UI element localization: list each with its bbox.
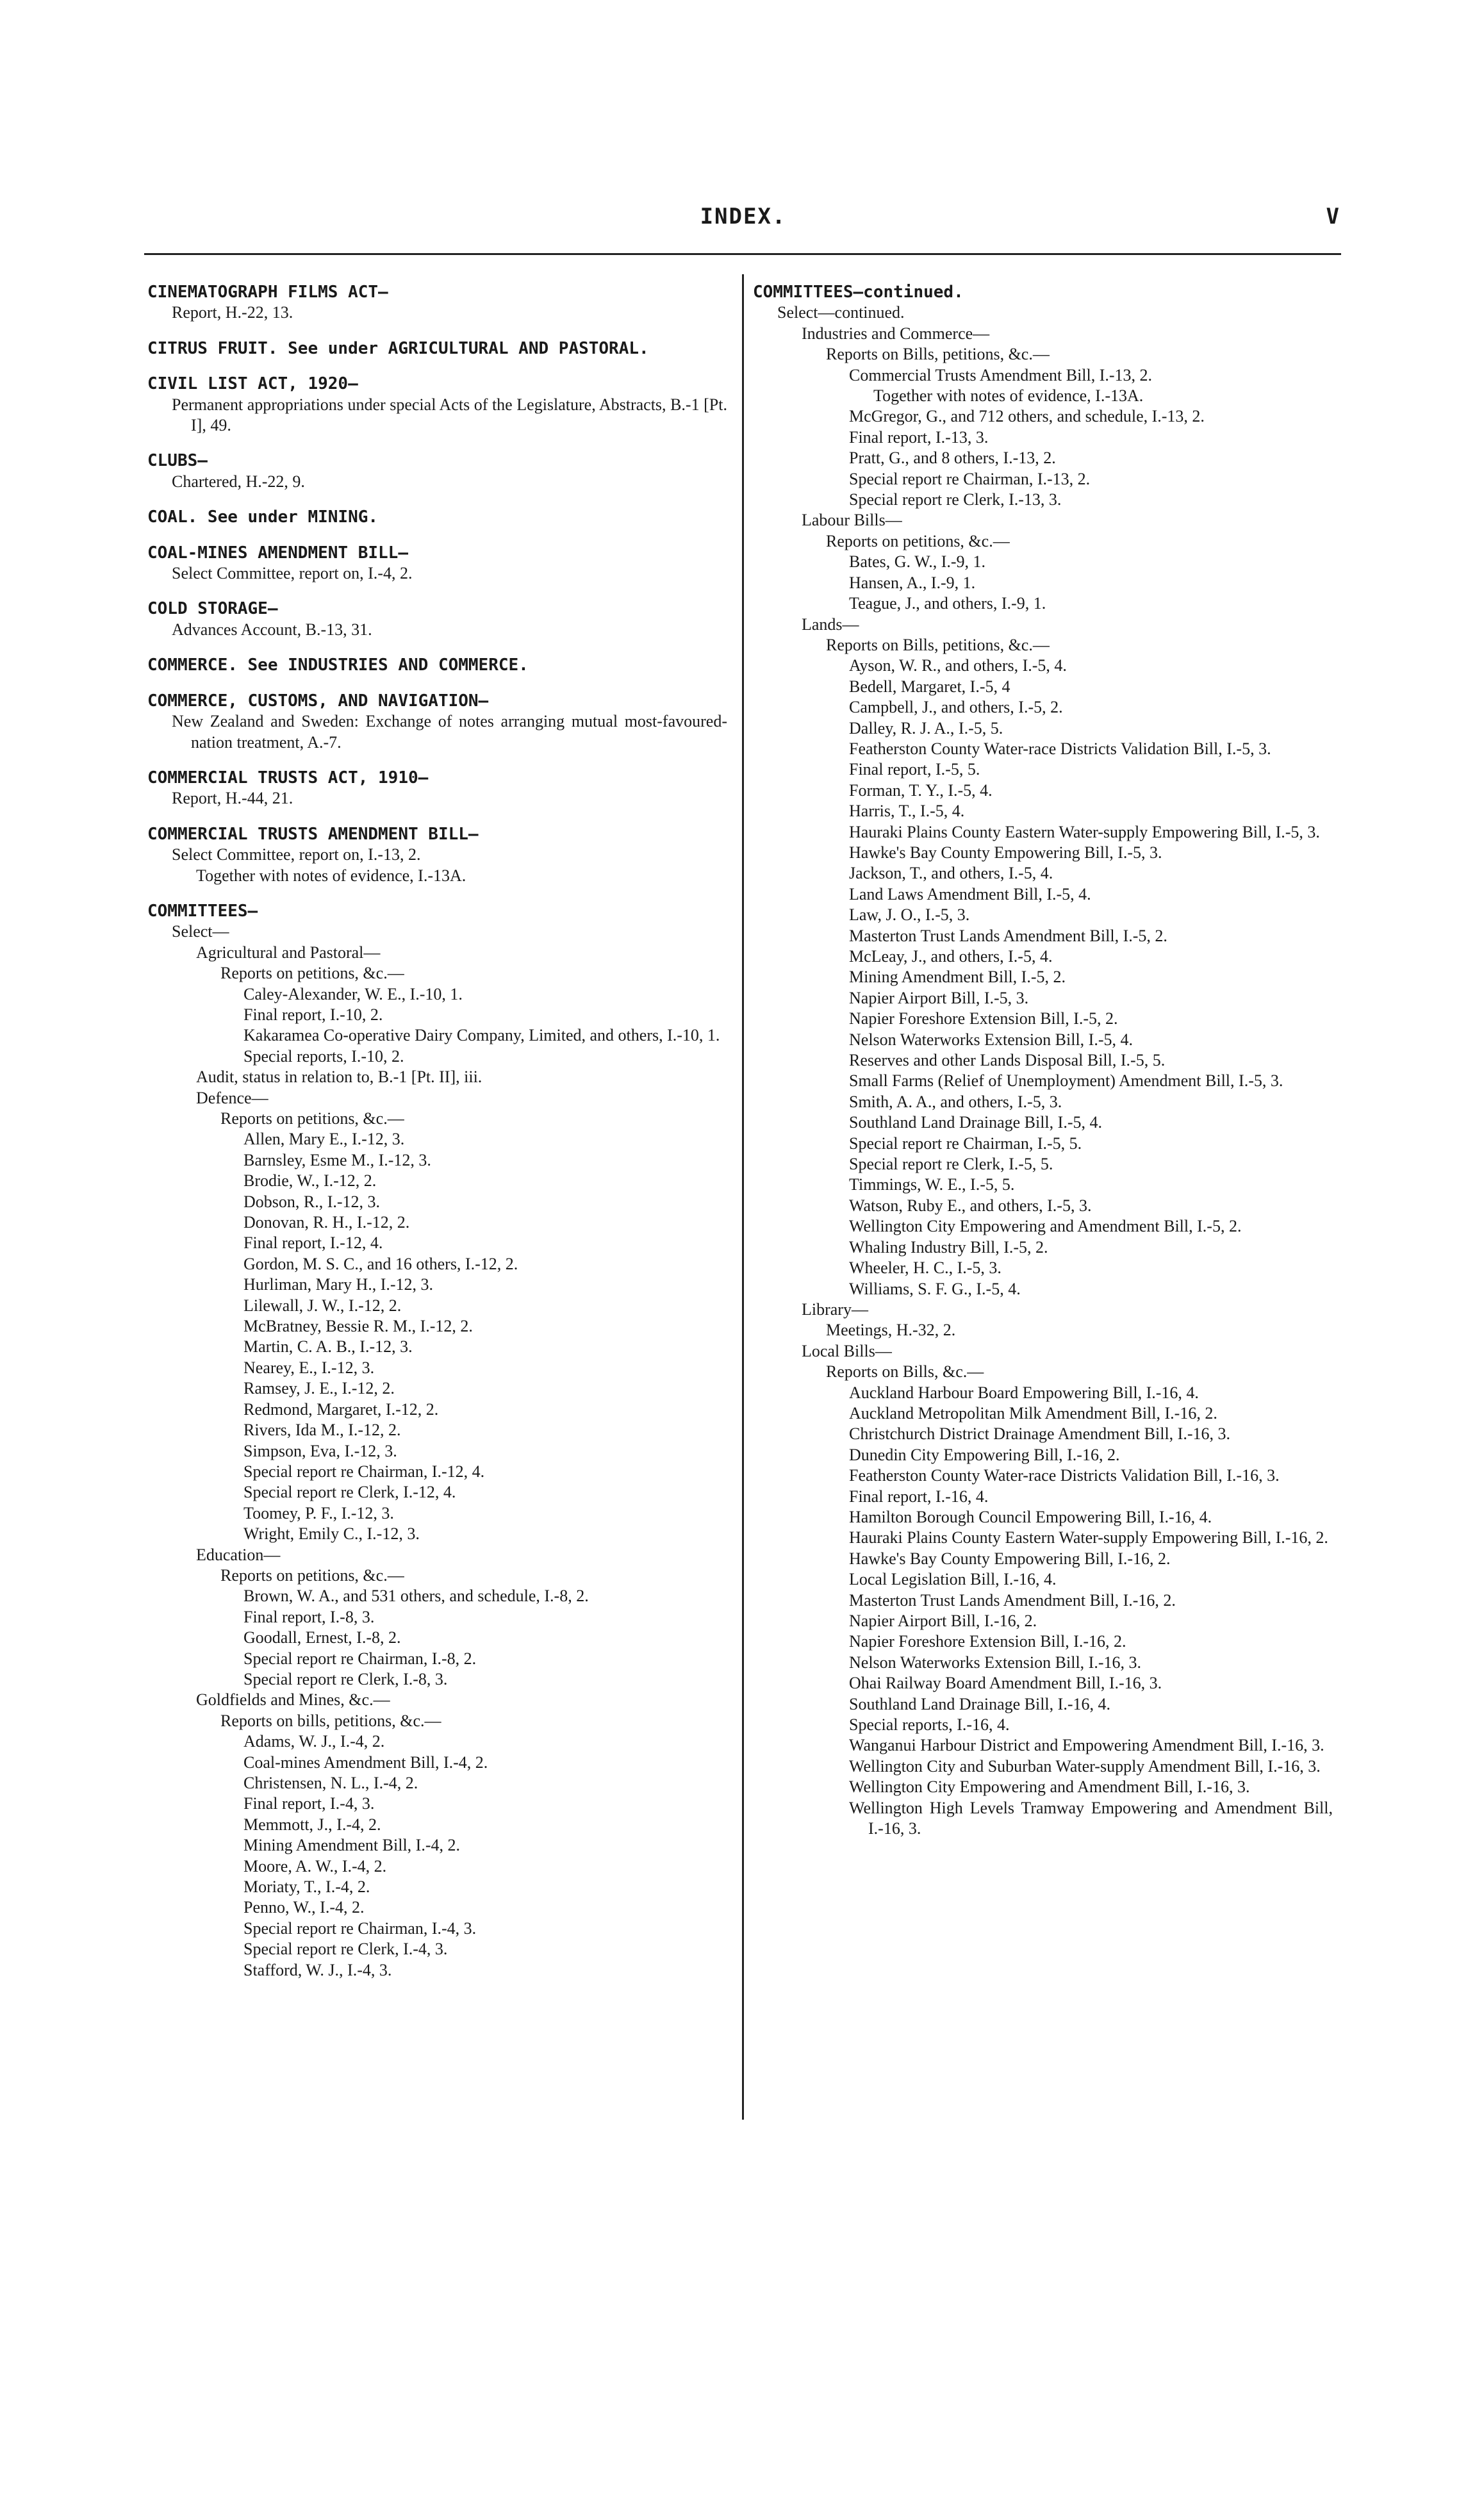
index-subentry: Lands— (802, 614, 859, 634)
index-subentry: Defence— (196, 1088, 268, 1107)
index-subentry: Local Bills— (802, 1341, 892, 1360)
index-subentry: Dalley, R. J. A., I.-5, 5. (849, 718, 1003, 738)
index-subentry: Moore, A. W., I.-4, 2. (243, 1856, 387, 1876)
index-heading: COMMITTEES— (147, 901, 258, 921)
index-subentry: Redmond, Margaret, I.-12, 2. (243, 1399, 439, 1419)
index-heading: CINEMATOGRAPH FILMS ACT— (147, 283, 388, 302)
index-subentry: Library— (802, 1299, 868, 1319)
index-subentry: Industries and Commerce— (802, 324, 990, 343)
index-subentry: Donovan, R. H., I.-12, 2. (243, 1213, 410, 1232)
index-subentry: Final report, I.-10, 2. (243, 1005, 383, 1024)
left-column (147, 282, 727, 1981)
index-subentry: Meetings, H.-32, 2. (826, 1321, 956, 1340)
index-subentry: Special reports, I.-10, 2. (243, 1046, 404, 1066)
index-subentry: Together with notes of evidence, I.-13A. (196, 866, 466, 885)
index-subentry: Auckland Metropolitan Milk Amendment Bill, I.-16, 2. (849, 1403, 1217, 1423)
index-subentry: Napier Foreshore Extension Bill, I.-16, 2. (849, 1632, 1126, 1651)
index-heading: COLD STORAGE— (147, 599, 278, 619)
index-subentry: Ayson, W. R., and others, I.-5, 4. (849, 656, 1067, 675)
index-subentry: Reports on petitions, &c.— (826, 531, 1010, 550)
index-subentry: Mining Amendment Bill, I.-4, 2. (243, 1836, 460, 1855)
index-entry (147, 338, 727, 359)
index-subentry: Wheeler, H. C., I.-5, 3. (849, 1258, 1002, 1278)
index-subentry: Reports on petitions, &c.— (220, 964, 404, 983)
index-subentry: Hawke's Bay County Empowering Bill, I.-5, 3. (849, 843, 1162, 862)
index-subentry: Special report re Chairman, I.-8, 2. (243, 1649, 477, 1668)
index-subentry: Report, H.-44, 21. (172, 789, 293, 808)
index-subentry: Moriaty, T., I.-4, 2. (243, 1877, 370, 1897)
index-subentry: Featherston County Water-race Districts Validation Bill, I.-16, 3. (849, 1466, 1280, 1485)
index-subentry: Hamilton Borough Council Empowering Bill, I.-16, 4. (849, 1507, 1212, 1526)
index-entry (147, 282, 727, 324)
index-subentry: McGregor, G., and 712 others, and schedule, I.-13, 2. (849, 407, 1205, 426)
index-subentry: Simpson, Eva, I.-12, 3. (243, 1441, 397, 1460)
index-subentry: Pratt, G., and 8 others, I.-13, 2. (849, 449, 1056, 468)
index-heading: CITRUS FRUIT. See under AGRICULTURAL AND PASTORAL. (147, 338, 649, 358)
index-subentry: Wellington City Empowering and Amendment Bill, I.-5, 2. (849, 1217, 1242, 1236)
index-subentry: Special report re Clerk, I.-12, 4. (243, 1483, 456, 1502)
index-heading: COAL-MINES AMENDMENT BILL— (147, 543, 408, 563)
index-subentry: Adams, W. J., I.-4, 2. (243, 1732, 385, 1751)
index-subentry: Final report, I.-5, 5. (849, 760, 980, 779)
index-subentry: Select— (172, 922, 229, 941)
index-subentry: Harris, T., I.-5, 4. (849, 802, 965, 821)
index-subentry: New Zealand and Sweden: Exchange of notes arranging mutual most-favoured-nation treatment, A.-7. (172, 712, 727, 752)
index-heading: COMMERCIAL TRUSTS AMENDMENT BILL— (147, 824, 479, 844)
index-subentry: Jackson, T., and others, I.-5, 4. (849, 864, 1053, 883)
index-subentry: Penno, W., I.-4, 2. (243, 1898, 365, 1917)
index-subentry: Martin, C. A. B., I.-12, 3. (243, 1337, 413, 1357)
index-subentry: Reports on bills, petitions, &c.— (220, 1711, 441, 1730)
index-subentry: Agricultural and Pastoral— (196, 943, 381, 962)
index-heading: COMMERCIAL TRUSTS ACT, 1910— (147, 768, 429, 788)
index-subentry: Special report re Clerk, I.-8, 3. (243, 1669, 448, 1688)
index-subentry: Timmings, W. E., I.-5, 5. (849, 1175, 1015, 1194)
index-subentry: Memmott, J., I.-4, 2. (243, 1815, 381, 1834)
index-subentry: Land Laws Amendment Bill, I.-5, 4. (849, 884, 1091, 903)
index-subentry: Ramsey, J. E., I.-12, 2. (243, 1379, 395, 1398)
index-subentry: Bedell, Margaret, I.-5, 4 (849, 677, 1010, 696)
index-entry (753, 282, 1333, 1839)
index-subentry: Reports on petitions, &c.— (220, 1109, 404, 1128)
index-subentry: Labour Bills— (802, 511, 902, 530)
index-subentry: Reports on Bills, &c.— (826, 1362, 984, 1381)
index-subentry: Reports on Bills, petitions, &c.— (826, 635, 1050, 654)
index-subentry: Law, J. O., I.-5, 3. (849, 905, 970, 925)
index-heading: COMMERCE. See INDUSTRIES AND COMMERCE. (147, 656, 529, 675)
index-subentry: Wanganui Harbour District and Empowering Amendment Bill, I.-16, 3. (849, 1736, 1324, 1755)
index-subentry: Commercial Trusts Amendment Bill, I.-13, 2. (849, 365, 1153, 384)
index-entry (147, 543, 727, 584)
right-column (753, 282, 1333, 1839)
index-subentry: Hansen, A., I.-9, 1. (849, 573, 976, 592)
index-subentry: Special report re Clerk, I.-5, 5. (849, 1155, 1053, 1174)
index-subentry: Southland Land Drainage Bill, I.-16, 4. (849, 1694, 1110, 1713)
index-subentry: Rivers, Ida M., I.-12, 2. (243, 1421, 401, 1440)
index-subentry: Toomey, P. F., I.-12, 3. (243, 1503, 394, 1522)
index-subentry: Ohai Railway Board Amendment Bill, I.-16, 3. (849, 1674, 1162, 1693)
index-subentry: Campbell, J., and others, I.-5, 2. (849, 698, 1063, 717)
index-subentry: Napier Airport Bill, I.-5, 3. (849, 988, 1029, 1007)
index-subentry: Select Committee, report on, I.-4, 2. (172, 564, 413, 583)
page-title: INDEX. (700, 204, 787, 229)
index-subentry: Nelson Waterworks Extension Bill, I.-5, 4. (849, 1030, 1133, 1049)
index-subentry: Wellington City and Suburban Water-supply Amendment Bill, I.-16, 3. (849, 1756, 1321, 1776)
index-entry (147, 374, 727, 436)
index-subentry: Bates, G. W., I.-9, 1. (849, 552, 986, 572)
index-subentry: Christchurch District Drainage Amendment Bill, I.-16, 3. (849, 1424, 1230, 1444)
index-entry (147, 450, 727, 492)
index-heading: CLUBS— (147, 451, 208, 471)
index-subentry: Napier Foreshore Extension Bill, I.-5, 2. (849, 1009, 1118, 1028)
index-subentry: Christensen, N. L., I.-4, 2. (243, 1774, 418, 1792)
index-subentry: Reserves and other Lands Disposal Bill, I.-5, 5. (849, 1051, 1166, 1070)
index-subentry: Forman, T. Y., I.-5, 4. (849, 780, 993, 800)
column-divider (742, 274, 744, 2120)
index-subentry: Nelson Waterworks Extension Bill, I.-16, 3. (849, 1653, 1141, 1672)
index-subentry: Special report re Chairman, I.-13, 2. (849, 469, 1091, 488)
index-subentry: Masterton Trust Lands Amendment Bill, I.-16, 2. (849, 1590, 1176, 1610)
index-subentry: Small Farms (Relief of Unemployment) Amendment Bill, I.-5, 3. (849, 1071, 1283, 1091)
index-heading: CIVIL LIST ACT, 1920— (147, 374, 358, 394)
index-subentry: Hurliman, Mary H., I.-12, 3. (243, 1275, 434, 1294)
index-subentry: Teague, J., and others, I.-9, 1. (849, 594, 1046, 613)
index-subentry: Audit, status in relation to, B.-1 [Pt. II], iii. (196, 1068, 482, 1087)
index-subentry: Dunedin City Empowering Bill, I.-16, 2. (849, 1445, 1120, 1464)
index-subentry: Wellington High Levels Tramway Empowering and Amendment Bill, I.-16, 3. (849, 1798, 1333, 1838)
index-subentry: Dobson, R., I.-12, 3. (243, 1192, 381, 1211)
index-subentry: Together with notes of evidence, I.-13A. (873, 386, 1144, 406)
index-entry (147, 598, 727, 640)
index-subentry: McLeay, J., and others, I.-5, 4. (849, 947, 1053, 966)
index-subentry: Permanent appropriations under special Acts of the Legislature, Abstracts, B.-1 [Pt. I], 49. (172, 395, 727, 435)
index-subentry: Goodall, Ernest, I.-8, 2. (243, 1628, 401, 1647)
index-entry (147, 655, 727, 675)
index-subentry: Final report, I.-13, 3. (849, 427, 989, 447)
index-subentry: Napier Airport Bill, I.-16, 2. (849, 1612, 1037, 1630)
index-subentry: Coal-mines Amendment Bill, I.-4, 2. (243, 1753, 488, 1772)
index-subentry: Special report re Chairman, I.-5, 5. (849, 1134, 1082, 1153)
index-subentry: Special report re Clerk, I.-13, 3. (849, 490, 1062, 509)
index-heading: COAL. See under MINING. (147, 507, 379, 527)
index-subentry: Education— (196, 1545, 281, 1564)
index-subentry: Final report, I.-8, 3. (243, 1607, 375, 1626)
index-subentry: Whaling Industry Bill, I.-5, 2. (849, 1237, 1048, 1257)
index-subentry: Mining Amendment Bill, I.-5, 2. (849, 968, 1066, 987)
index-subentry: Special reports, I.-16, 4. (849, 1715, 1010, 1735)
index-subentry: Kakaramea Co-operative Dairy Company, Limited, and others, I.-10, 1. (243, 1026, 720, 1045)
index-subentry: Special report re Chairman, I.-4, 3. (243, 1918, 477, 1938)
index-subentry: Select Committee, report on, I.-13, 2. (172, 845, 421, 864)
index-subentry: Stafford, W. J., I.-4, 3. (243, 1960, 392, 1979)
index-subentry: Goldfields and Mines, &c.— (196, 1690, 390, 1710)
index-subentry: McBratney, Bessie R. M., I.-12, 2. (243, 1317, 473, 1336)
index-subentry: Final report, I.-16, 4. (849, 1487, 989, 1506)
index-subentry: Advances Account, B.-13, 31. (172, 620, 372, 639)
index-entry (147, 768, 727, 809)
index-heading: COMMITTEES—continued. (753, 283, 964, 302)
index-subentry: Final report, I.-4, 3. (243, 1794, 375, 1813)
index-subentry: Lilewall, J. W., I.-12, 2. (243, 1296, 402, 1315)
index-subentry: Featherston County Water-race Districts Validation Bill, I.-5, 3. (849, 739, 1271, 758)
index-subentry: Southland Land Drainage Bill, I.-5, 4. (849, 1113, 1102, 1132)
index-subentry: Brown, W. A., and 531 others, and schedule, I.-8, 2. (243, 1587, 589, 1606)
index-subentry: Select—continued. (777, 303, 905, 322)
index-subentry: Brodie, W., I.-12, 2. (243, 1171, 377, 1191)
index-subentry: Special report re Chairman, I.-12, 4. (243, 1462, 485, 1481)
index-subentry: Gordon, M. S. C., and 16 others, I.-12, 2. (243, 1254, 518, 1273)
page-header (147, 204, 1339, 236)
index-subentry: Masterton Trust Lands Amendment Bill, I.-5, 2. (849, 926, 1167, 945)
header-rule (144, 253, 1341, 255)
index-subentry: Allen, Mary E., I.-12, 3. (243, 1130, 405, 1149)
index-subentry: Barnsley, Esme M., I.-12, 3. (243, 1150, 431, 1169)
index-subentry: Special report re Clerk, I.-4, 3. (243, 1940, 448, 1959)
index-entry (147, 824, 727, 886)
page-number: V (1326, 204, 1339, 229)
index-subentry: Reports on petitions, &c.— (220, 1565, 404, 1585)
index-entry (147, 901, 727, 1981)
index-subentry: Hauraki Plains County Eastern Water-supply Empowering Bill, I.-16, 2. (849, 1528, 1328, 1547)
index-subentry: Local Legislation Bill, I.-16, 4. (849, 1570, 1057, 1589)
index-subentry: Hauraki Plains County Eastern Water-supply Empowering Bill, I.-5, 3. (849, 822, 1320, 841)
index-subentry: Hawke's Bay County Empowering Bill, I.-16, 2. (849, 1549, 1171, 1568)
index-subentry: Wright, Emily C., I.-12, 3. (243, 1524, 420, 1544)
index-subentry: Reports on Bills, petitions, &c.— (826, 345, 1050, 364)
index-subentry: Chartered, H.-22, 9. (172, 472, 305, 491)
index-entry (147, 691, 727, 753)
index-subentry: Report, H.-22, 13. (172, 303, 293, 322)
index-subentry: Nearey, E., I.-12, 3. (243, 1358, 375, 1377)
index-subentry: Auckland Harbour Board Empowering Bill, I.-16, 4. (849, 1383, 1199, 1402)
index-heading: COMMERCE, CUSTOMS, AND NAVIGATION— (147, 691, 489, 711)
index-entry (147, 507, 727, 527)
index-subentry: Wellington City Empowering and Amendment Bill, I.-16, 3. (849, 1777, 1250, 1797)
index-subentry: Final report, I.-12, 4. (243, 1233, 383, 1253)
index-subentry: Williams, S. F. G., I.-5, 4. (849, 1279, 1021, 1298)
index-subentry: Caley-Alexander, W. E., I.-10, 1. (243, 984, 463, 1003)
index-subentry: Watson, Ruby E., and others, I.-5, 3. (849, 1196, 1092, 1215)
index-subentry: Smith, A. A., and others, I.-5, 3. (849, 1092, 1062, 1111)
